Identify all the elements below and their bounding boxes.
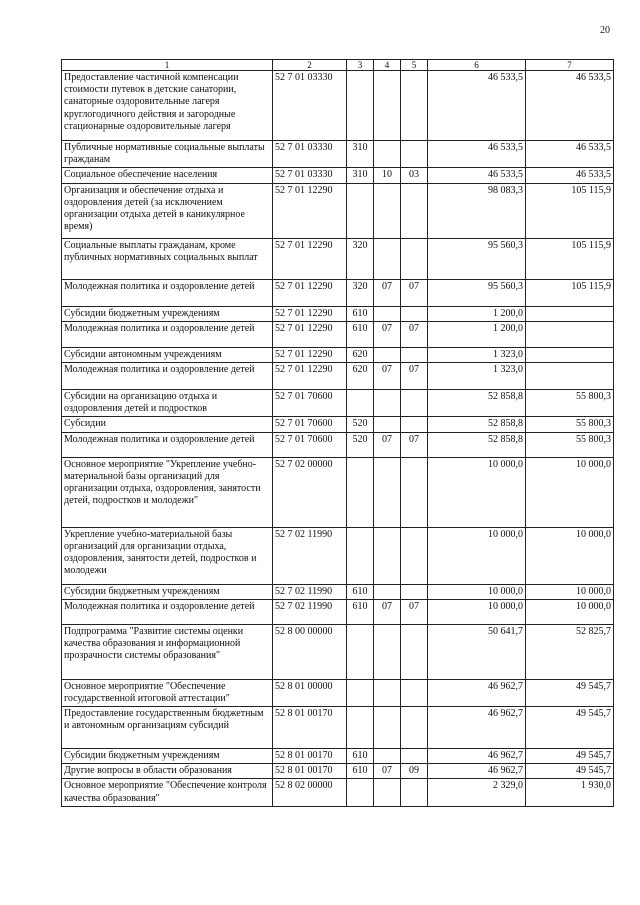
- section-cell: [374, 779, 401, 806]
- header-col-7: 7: [526, 60, 614, 71]
- table-row: [62, 389, 614, 416]
- section-cell: 07: [374, 321, 401, 347]
- subsection-cell: [401, 679, 428, 706]
- amount-year1-cell: 1 323,0: [428, 347, 526, 362]
- amount-year1-cell: 52 858,8: [428, 432, 526, 457]
- subsection-cell: [401, 141, 428, 168]
- amount-year2-cell: [526, 347, 614, 362]
- subsection-cell: [401, 306, 428, 321]
- table-row: [62, 362, 614, 389]
- amount-year2-cell: 55 800,3: [526, 432, 614, 457]
- section-cell: [374, 527, 401, 584]
- subsection-cell: [401, 749, 428, 764]
- target-article-cell: 52 7 01 12290: [273, 306, 347, 321]
- table-row: [62, 707, 614, 749]
- item-name-cell: Социальное обеспечение населения: [62, 168, 273, 183]
- expense-type-cell: 320: [347, 279, 374, 306]
- table-row: [62, 624, 614, 679]
- header-col-4: 4: [374, 60, 401, 71]
- section-cell: [374, 749, 401, 764]
- table-row: [62, 599, 614, 624]
- section-cell: 07: [374, 764, 401, 779]
- subsection-cell: 07: [401, 432, 428, 457]
- section-cell: [374, 417, 401, 432]
- expense-type-cell: 620: [347, 362, 374, 389]
- section-cell: 07: [374, 279, 401, 306]
- item-name-cell: Субсидии автономным учреждениям: [62, 347, 273, 362]
- target-article-cell: 52 7 01 12290: [273, 321, 347, 347]
- subsection-cell: 07: [401, 599, 428, 624]
- item-name-cell: Укрепление учебно-материальной базы организаций для организации отдыха, оздоровления, занятости детей, подростков и молодежи: [62, 527, 273, 584]
- amount-year2-cell: 49 545,7: [526, 679, 614, 706]
- subsection-cell: 07: [401, 362, 428, 389]
- subsection-cell: [401, 417, 428, 432]
- item-name-cell: Основное мероприятие "Обеспечение государственной итоговой аттестации": [62, 679, 273, 706]
- table-row: [62, 347, 614, 362]
- amount-year1-cell: 46 962,7: [428, 707, 526, 749]
- section-cell: [374, 141, 401, 168]
- amount-year1-cell: 46 962,7: [428, 764, 526, 779]
- item-name-cell: Молодежная политика и оздоровление детей: [62, 362, 273, 389]
- expense-type-cell: [347, 457, 374, 527]
- table-header: [62, 60, 614, 71]
- target-article-cell: 52 7 02 11990: [273, 584, 347, 599]
- amount-year2-cell: 46 533,5: [526, 141, 614, 168]
- header-col-2: 2: [273, 60, 347, 71]
- expense-type-cell: [347, 389, 374, 416]
- section-cell: [374, 707, 401, 749]
- target-article-cell: 52 7 01 12290: [273, 279, 347, 306]
- page-number: 20: [600, 25, 610, 36]
- amount-year2-cell: 52 825,7: [526, 624, 614, 679]
- amount-year2-cell: [526, 321, 614, 347]
- section-cell: [374, 183, 401, 238]
- amount-year1-cell: 10 000,0: [428, 527, 526, 584]
- amount-year1-cell: 46 533,5: [428, 168, 526, 183]
- section-cell: 07: [374, 599, 401, 624]
- target-article-cell: 52 7 01 70600: [273, 417, 347, 432]
- item-name-cell: Другие вопросы в области образования: [62, 764, 273, 779]
- table-row: [62, 457, 614, 527]
- subsection-cell: 07: [401, 321, 428, 347]
- section-cell: [374, 306, 401, 321]
- item-name-cell: Социальные выплаты гражданам, кроме публичных нормативных социальных выплат: [62, 238, 273, 279]
- section-cell: [374, 457, 401, 527]
- header-col-3: 3: [347, 60, 374, 71]
- amount-year1-cell: 98 083,3: [428, 183, 526, 238]
- table-row: [62, 168, 614, 183]
- table-row: [62, 183, 614, 238]
- section-cell: [374, 679, 401, 706]
- section-cell: [374, 584, 401, 599]
- amount-year1-cell: 52 858,8: [428, 417, 526, 432]
- expense-type-cell: 610: [347, 749, 374, 764]
- expense-type-cell: 320: [347, 238, 374, 279]
- table-row: [62, 584, 614, 599]
- amount-year1-cell: 46 962,7: [428, 749, 526, 764]
- section-cell: 07: [374, 432, 401, 457]
- expense-type-cell: 610: [347, 599, 374, 624]
- amount-year2-cell: 46 533,5: [526, 168, 614, 183]
- expense-type-cell: [347, 707, 374, 749]
- item-name-cell: Субсидии: [62, 417, 273, 432]
- table-row: [62, 749, 614, 764]
- subsection-cell: [401, 238, 428, 279]
- item-name-cell: Публичные нормативные социальные выплаты гражданам: [62, 141, 273, 168]
- section-cell: [374, 389, 401, 416]
- table-row: [62, 679, 614, 706]
- item-name-cell: Молодежная политика и оздоровление детей: [62, 279, 273, 306]
- header-col-5: 5: [401, 60, 428, 71]
- item-name-cell: Предоставление государственным бюджетным и автономным организациям субсидий: [62, 707, 273, 749]
- subsection-cell: [401, 347, 428, 362]
- item-name-cell: Молодежная политика и оздоровление детей: [62, 599, 273, 624]
- table-row: [62, 321, 614, 347]
- amount-year1-cell: 52 858,8: [428, 389, 526, 416]
- item-name-cell: Субсидии бюджетным учреждениям: [62, 306, 273, 321]
- amount-year2-cell: 105 115,9: [526, 279, 614, 306]
- amount-year2-cell: 49 545,7: [526, 749, 614, 764]
- target-article-cell: 52 7 01 12290: [273, 238, 347, 279]
- target-article-cell: 52 8 01 00170: [273, 749, 347, 764]
- amount-year2-cell: 1 930,0: [526, 779, 614, 806]
- subsection-cell: [401, 389, 428, 416]
- amount-year1-cell: 1 323,0: [428, 362, 526, 389]
- section-cell: 07: [374, 362, 401, 389]
- target-article-cell: 52 7 01 03330: [273, 141, 347, 168]
- target-article-cell: 52 7 02 11990: [273, 599, 347, 624]
- target-article-cell: 52 8 00 00000: [273, 624, 347, 679]
- section-cell: 10: [374, 168, 401, 183]
- target-article-cell: 52 7 01 03330: [273, 168, 347, 183]
- amount-year1-cell: 10 000,0: [428, 457, 526, 527]
- item-name-cell: Основное мероприятие "Укрепление учебно-материальной базы организаций для организации отдыха, оздоровления, занятости детей, подростков и молодежи": [62, 457, 273, 527]
- target-article-cell: 52 7 01 12290: [273, 362, 347, 389]
- table-row: [62, 417, 614, 432]
- table-body: [62, 71, 614, 807]
- expense-type-cell: [347, 679, 374, 706]
- amount-year2-cell: 10 000,0: [526, 584, 614, 599]
- subsection-cell: 03: [401, 168, 428, 183]
- amount-year1-cell: 95 560,3: [428, 238, 526, 279]
- target-article-cell: 52 8 02 00000: [273, 779, 347, 806]
- item-name-cell: Субсидии на организацию отдыха и оздоровления детей и подростков: [62, 389, 273, 416]
- amount-year1-cell: 46 533,5: [428, 141, 526, 168]
- amount-year2-cell: 55 800,3: [526, 389, 614, 416]
- header-col-1: 1: [62, 60, 273, 71]
- subsection-cell: [401, 584, 428, 599]
- expense-type-cell: 310: [347, 141, 374, 168]
- expense-type-cell: 610: [347, 764, 374, 779]
- table-row: [62, 279, 614, 306]
- target-article-cell: 52 8 01 00170: [273, 764, 347, 779]
- target-article-cell: 52 7 01 70600: [273, 389, 347, 416]
- expense-type-cell: [347, 624, 374, 679]
- table-row: [62, 779, 614, 806]
- subsection-cell: [401, 624, 428, 679]
- section-cell: [374, 71, 401, 141]
- amount-year2-cell: 49 545,7: [526, 764, 614, 779]
- amount-year1-cell: 50 641,7: [428, 624, 526, 679]
- amount-year2-cell: 46 533,5: [526, 71, 614, 141]
- amount-year1-cell: 95 560,3: [428, 279, 526, 306]
- subsection-cell: [401, 527, 428, 584]
- item-name-cell: Предоставление частичной компенсации стоимости путевок в детские санатории, санаторные оздоровительные лагеря круглогодичного действия и загородные стационарные оздоровительные лагеря: [62, 71, 273, 141]
- amount-year1-cell: 1 200,0: [428, 321, 526, 347]
- amount-year2-cell: [526, 362, 614, 389]
- expense-type-cell: [347, 779, 374, 806]
- table-row: [62, 432, 614, 457]
- section-cell: [374, 347, 401, 362]
- amount-year2-cell: 10 000,0: [526, 527, 614, 584]
- target-article-cell: 52 8 01 00000: [273, 679, 347, 706]
- item-name-cell: Молодежная политика и оздоровление детей: [62, 432, 273, 457]
- amount-year2-cell: 105 115,9: [526, 183, 614, 238]
- table-row: [62, 306, 614, 321]
- expense-type-cell: 310: [347, 168, 374, 183]
- expense-type-cell: 520: [347, 432, 374, 457]
- item-name-cell: Молодежная политика и оздоровление детей: [62, 321, 273, 347]
- subsection-cell: 07: [401, 279, 428, 306]
- amount-year1-cell: 10 000,0: [428, 584, 526, 599]
- section-cell: [374, 624, 401, 679]
- subsection-cell: [401, 71, 428, 141]
- amount-year2-cell: 105 115,9: [526, 238, 614, 279]
- subsection-cell: [401, 779, 428, 806]
- section-cell: [374, 238, 401, 279]
- table-row: [62, 527, 614, 584]
- item-name-cell: Субсидии бюджетным учреждениям: [62, 584, 273, 599]
- item-name-cell: Основное мероприятие "Обеспечение контроля качества образования": [62, 779, 273, 806]
- table-row: [62, 764, 614, 779]
- amount-year2-cell: 49 545,7: [526, 707, 614, 749]
- amount-year2-cell: [526, 306, 614, 321]
- target-article-cell: 52 7 02 11990: [273, 527, 347, 584]
- target-article-cell: 52 8 01 00170: [273, 707, 347, 749]
- expense-type-cell: [347, 527, 374, 584]
- subsection-cell: 09: [401, 764, 428, 779]
- amount-year1-cell: 46 962,7: [428, 679, 526, 706]
- table-row: [62, 141, 614, 168]
- target-article-cell: 52 7 02 00000: [273, 457, 347, 527]
- header-row: [62, 60, 614, 71]
- amount-year1-cell: 46 533,5: [428, 71, 526, 141]
- amount-year1-cell: 10 000,0: [428, 599, 526, 624]
- expense-type-cell: [347, 71, 374, 141]
- amount-year2-cell: 55 800,3: [526, 417, 614, 432]
- amount-year1-cell: 1 200,0: [428, 306, 526, 321]
- expense-type-cell: [347, 183, 374, 238]
- header-col-6: 6: [428, 60, 526, 71]
- expense-type-cell: 610: [347, 306, 374, 321]
- item-name-cell: Подпрограмма "Развитие системы оценки качества образования и информационной прозрачности системы образования": [62, 624, 273, 679]
- target-article-cell: 52 7 01 70600: [273, 432, 347, 457]
- target-article-cell: 52 7 01 03330: [273, 71, 347, 141]
- target-article-cell: 52 7 01 12290: [273, 347, 347, 362]
- expense-type-cell: 620: [347, 347, 374, 362]
- subsection-cell: [401, 707, 428, 749]
- expense-type-cell: 610: [347, 321, 374, 347]
- item-name-cell: Субсидии бюджетным учреждениям: [62, 749, 273, 764]
- amount-year1-cell: 2 329,0: [428, 779, 526, 806]
- table-row: [62, 71, 614, 141]
- expense-type-cell: 610: [347, 584, 374, 599]
- budget-table: [61, 59, 614, 807]
- subsection-cell: [401, 183, 428, 238]
- subsection-cell: [401, 457, 428, 527]
- amount-year2-cell: 10 000,0: [526, 457, 614, 527]
- expense-type-cell: 520: [347, 417, 374, 432]
- table-row: [62, 238, 614, 279]
- amount-year2-cell: 10 000,0: [526, 599, 614, 624]
- target-article-cell: 52 7 01 12290: [273, 183, 347, 238]
- item-name-cell: Организация и обеспечение отдыха и оздоровления детей (за исключением организации отдыха детей в каникулярное время): [62, 183, 273, 238]
